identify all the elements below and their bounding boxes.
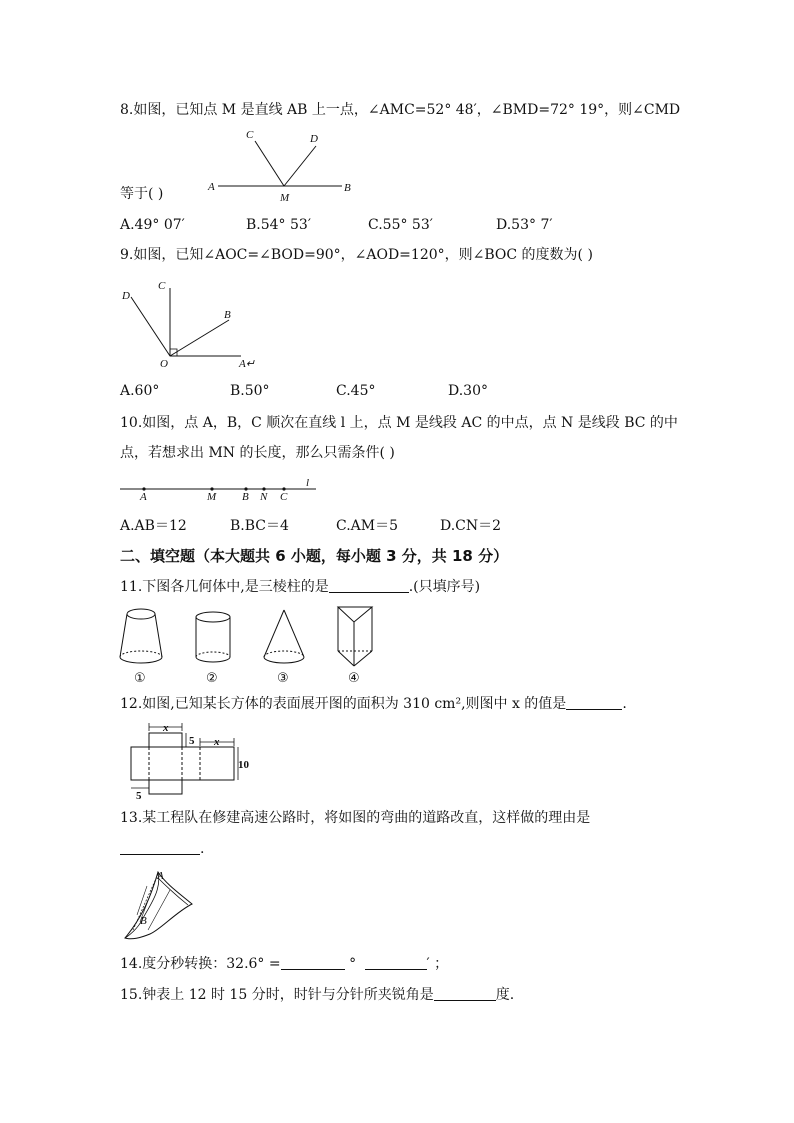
q11-cone-shape	[264, 610, 304, 663]
q8-stem: 8.如图，已知点 M 是直线 AB 上一点，∠AMC=52° 48′，∠BMD=72° 19°，则∠CMD	[120, 102, 681, 118]
q13-answer	[120, 840, 204, 858]
q8-option-b: B.54° 53′	[246, 217, 311, 233]
q13-blank-post: .	[200, 841, 205, 857]
q14-post: ′ ；	[426, 956, 449, 972]
q9-label-o: O	[160, 358, 168, 370]
q8-option-a: A.49° 07′	[120, 217, 185, 233]
q10-label-b: B	[242, 491, 249, 503]
q10-stem: 10.如图，点 A，B，C 顺次在直线 l 上，点 M 是线段 AC 的中点，点 N 是线段 BC 的中	[120, 415, 678, 431]
q14-stem-pre: 14.度分秒转换：32.6° =	[120, 956, 281, 972]
q11-label-2: ②	[206, 671, 218, 686]
q10-label-n: N	[260, 491, 268, 503]
q8-label-c: C	[246, 129, 254, 141]
q15-answer-blank[interactable]	[434, 986, 496, 1001]
q10-stem-cont: 点，若想求出 MN 的长度，那么只需条件( )	[120, 445, 395, 461]
q12-label-ten: 10	[238, 759, 249, 771]
q12-stem	[120, 695, 627, 713]
q14-degree-symbol: °	[349, 956, 357, 972]
q9-option-d: D.30°	[448, 383, 488, 399]
q11-frustum-shape	[120, 609, 162, 663]
q11-label-1: ①	[134, 671, 146, 686]
q9-option-a: A.60°	[120, 383, 160, 399]
q14-degree-blank[interactable]	[281, 955, 345, 970]
q9-label-b: B	[224, 309, 231, 321]
q12-label-x2: x	[214, 736, 220, 748]
q10-option-d: D.CN＝2	[440, 518, 502, 534]
q10-option-a: A.AB＝12	[120, 518, 187, 534]
q12-label-five-bot: 5	[136, 790, 142, 802]
q11-label-3: ③	[277, 671, 289, 686]
q13-answer-blank[interactable]	[120, 840, 200, 855]
q12-stem-post: .	[622, 696, 627, 712]
q9-label-c: C	[158, 280, 166, 292]
q11-label-4: ④	[348, 671, 360, 686]
q10-option-b: B.BC＝4	[230, 518, 289, 534]
q13-stem: 13.某工程队在修建高速公路时，将如图的弯曲的道路改直，这样做的理由是	[120, 810, 591, 826]
q12-stem-pre: 12.如图,已知某长方体的表面展开图的面积为 310 cm²,则图中 x 的值是	[120, 696, 567, 712]
q15-stem-pre: 15.钟表上 12 时 15 分时，时针与分针所夹锐角是	[120, 987, 434, 1003]
q10-label-a: A	[140, 491, 147, 503]
q13-label-b: B	[140, 915, 147, 927]
q8-stem-cont: 等于( )	[120, 186, 164, 202]
q13-label-a: A	[157, 870, 164, 882]
q8-label-a: A	[208, 181, 215, 193]
q8-option-c: C.55° 53′	[368, 217, 433, 233]
q9-stem: 9.如图，已知∠AOC=∠BOD=90°，∠AOD=120°，则∠BOC 的度数为( )	[120, 247, 593, 263]
q15-stem	[120, 986, 514, 1004]
q11-stem-post: .(只填序号)	[408, 579, 481, 595]
q10-label-c: C	[280, 491, 288, 503]
q9-label-a: A↵	[239, 358, 255, 370]
q8-label-d: D	[310, 133, 318, 145]
q11-answer-blank[interactable]	[329, 578, 409, 593]
q8-option-d: D.53° 7′	[496, 217, 553, 233]
q11-prism-shape	[338, 607, 372, 666]
q11-cylinder-shape	[196, 612, 230, 662]
q8-label-b: B	[344, 182, 351, 194]
q15-post: 度.	[495, 987, 515, 1003]
q8-label-m: M	[280, 192, 290, 204]
q12-label-five-top: 5	[189, 735, 195, 747]
q14-stem	[120, 955, 448, 973]
section-2-title: 二、填空题（本大题共 6 小题，每小题 3 分，共 18 分）	[120, 547, 509, 565]
q12-label-x1: x	[163, 722, 169, 734]
q9-option-c: C.45°	[336, 383, 376, 399]
q10-label-m: M	[207, 491, 217, 503]
q12-answer-blank[interactable]	[566, 695, 622, 710]
q14-minute-blank[interactable]	[365, 955, 427, 970]
q9-label-d: D	[122, 290, 130, 302]
q11-stem-pre: 11.下图各几何体中,是三棱柱的是	[120, 579, 329, 595]
q10-option-c: C.AM＝5	[336, 518, 399, 534]
q10-label-l: l	[306, 477, 310, 489]
q9-option-b: B.50°	[230, 383, 270, 399]
q11-stem	[120, 578, 480, 596]
